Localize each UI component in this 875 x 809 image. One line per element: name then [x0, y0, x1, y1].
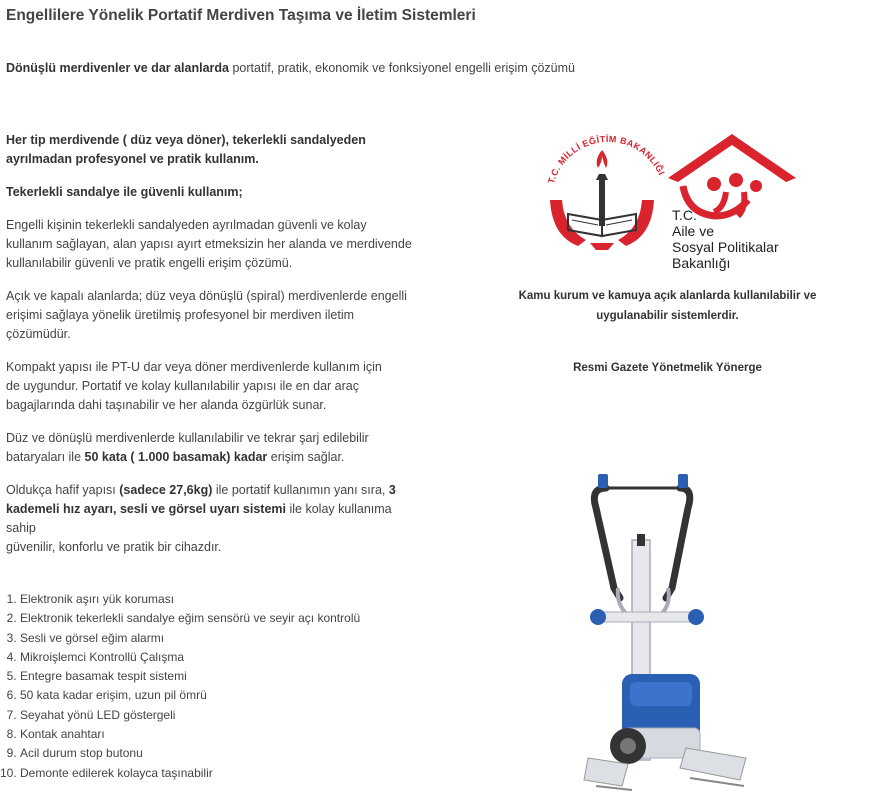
meb-arc-text: T.C. MİLLİ EĞİTİM BAKANLIĞI — [546, 133, 667, 185]
paragraph-7: Oldukça hafif yapısı (sadece 27,6kg) ile portatif kullanımın yanı sıra, 3 kademeli hız ayarı, sesli ve görsel uyarı sistemi ile kolay kullanıma sahip güvenilir, konforlu ve pratik bir cihazdır. — [6, 483, 396, 554]
subtitle-bold: Dönüşlü merdivenler ve dar alanlarda — [6, 61, 229, 75]
svg-text:T.C.: T.C. — [672, 207, 697, 223]
feature-list — [0, 590, 360, 783]
list-item: 2. Elektronik tekerlekli sandalye eğim sensörü ve seyir açı kontrolü — [20, 609, 360, 628]
list-item: 3. Sesli ve görsel eğim alarmı — [20, 629, 360, 648]
paragraph-6: Düz ve dönüşlü merdivenlerde kullanılabilir ve tekrar şarj edilebilir bataryaları ile 50 kata ( 1.000 basamak) kadar erişim sağlar. — [6, 431, 369, 464]
list-item: 6. 50 kata kadar erişim, uzun pil ömrü — [20, 686, 360, 705]
stair-climber-image — [568, 468, 768, 804]
list-item: 10. Demonte edilerek kolayca taşınabilir — [20, 764, 360, 783]
list-item: 1. Elektronik aşırı yük koruması — [20, 590, 360, 609]
meb-logo — [546, 134, 667, 250]
ministry-logos — [538, 128, 808, 278]
svg-text:Aile ve: Aile ve — [672, 223, 715, 239]
paragraph-5: Kompakt yapısı ile PT-U dar veya döner merdivenlerde kullanım için de uygundur. Portatif ve kolay kullanılabilir yapısı ile en dar araç bagajlarında dahi taşınabilir ve her alanda özgürlük sunar. — [6, 360, 382, 412]
paragraph-4: Açık ve kapalı alanlarda; düz veya dönüşlü (spiral) merdivenlerde engelli erişimi sağlaya yönelik üretilmiş profesyonel bir merdiven iletim çözümüdür. — [6, 289, 407, 341]
list-item: 4. Mikroişlemci Kontrollü Çalışma — [20, 648, 360, 667]
svg-text:Bakanlığı: Bakanlığı — [672, 255, 731, 271]
page-title: Engellilere Yönelik Portatif Merdiven Taşıma ve İletim Sistemleri — [6, 7, 476, 24]
list-item: 9. Acil durum stop butonu — [20, 744, 360, 763]
paragraph-1: Her tip merdivende ( düz veya döner), tekerlekli sandalyeden ayrılmadan profesyonel ve pratik kullanım. — [6, 133, 366, 166]
paragraph-2: Tekerlekli sandalye ile güvenli kullanım; — [6, 185, 243, 199]
list-item: 7. Seyahat yönü LED göstergeli — [20, 706, 360, 725]
usage-note: Kamu kurum ve kamuya açık alanlarda kullanılabilir ve uygulanabilir sistemlerdir. — [518, 290, 817, 322]
list-item: 5. Entegre basamak tespit sistemi — [20, 667, 360, 686]
paragraph-3: Engelli kişinin tekerlekli sandalyeden ayrılmadan güvenli ve kolay kullanım sağlayan, alan yapısı ayırt etmeksizin her alanda ve merdivende kullanılabilir güvenli ve pratik engelli erişim çözümü. — [6, 218, 412, 270]
svg-text:Sosyal Politikalar: Sosyal Politikalar — [672, 239, 779, 255]
aile-logo — [668, 134, 796, 271]
subtitle-rest: portatif, pratik, ekonomik ve fonksiyonel engelli erişim çözümü — [229, 61, 575, 75]
list-item: 8. Kontak anahtarı — [20, 725, 360, 744]
regulation-links: Resmi Gazete Yönetmelik Yönerge — [573, 362, 762, 374]
page-subtitle — [6, 61, 575, 75]
description-column — [6, 131, 416, 571]
